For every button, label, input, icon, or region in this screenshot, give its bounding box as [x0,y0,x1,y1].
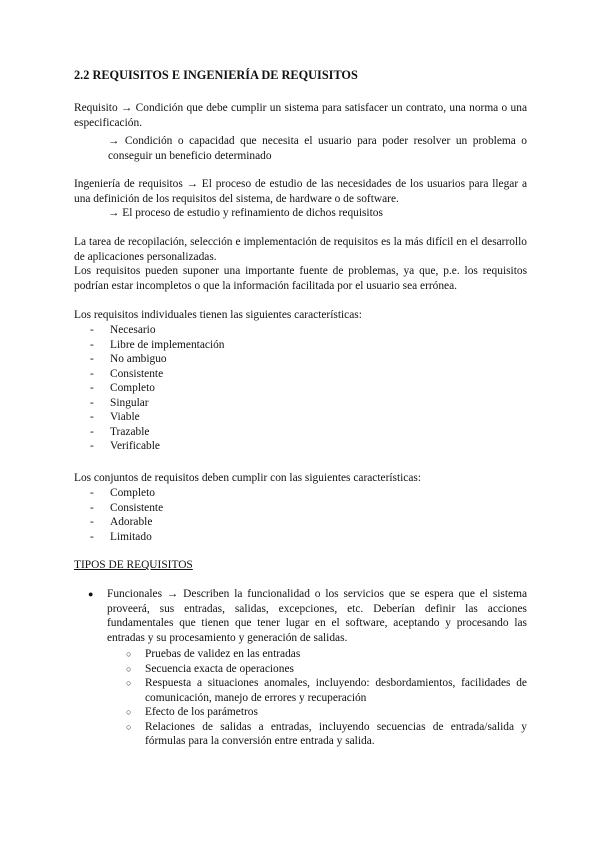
funcionales-bullet [88,587,527,645]
list-item: - Completo [74,381,527,396]
list-item: - Viable [74,410,527,425]
conjuntos-intro: Los conjuntos de requisitos deben cumplir con las siguientes características: [74,472,422,484]
list-item: - Limitado [74,530,527,545]
requisito-definition-2: → Condición o capacidad que necesita el usuario para poder resolver un problema o conseguir un beneficio determinado [108,135,527,162]
funcionales-sub-list [126,647,527,749]
list-item: - Adorable [74,515,527,530]
list-item: - Trazable [74,425,527,440]
list-item: - Libre de implementación [74,338,527,353]
list-item: - Completo [74,486,527,501]
section-heading: 2.2 REQUISITOS E INGENIERÍA DE REQUISITOS [74,68,358,82]
ingenieria-definition-2: → El proceso de estudio y refinamiento de dichos requisitos [108,207,383,219]
list-item: ○ Pruebas de validez en las entradas [126,647,527,662]
bullet-icon: ● [88,589,94,599]
list-item: - Necesario [74,323,527,338]
list-item: - Consistente [74,501,527,516]
list-item: - Verificable [74,439,527,454]
list-item: ○ Efecto de los parámetros [126,705,527,720]
requisito-definition-1: Requisito → Condición que debe cumplir un sistema para satisfacer un contrato, una norma o una especificación. [74,102,527,129]
individuales-intro: Los requisitos individuales tienen las siguientes características: [74,309,362,321]
list-item: - Singular [74,396,527,411]
list-item: - No ambiguo [74,352,527,367]
ingenieria-definition-1: Ingeniería de requisitos → El proceso de estudio de las necesidades de los usuarios para llegar a una definición de los requisitos del sistema, de hardware o de software. [74,178,527,205]
individuales-list [74,323,527,454]
paragraph-problemas: Los requisitos pueden suponer una importante fuente de problemas, ya que, p.e. los requisitos podrían estar incompletos o que la información facilitada por el usuario sea errónea. [74,265,527,292]
list-item: ○ Secuencia exacta de operaciones [126,662,527,677]
conjuntos-list [74,486,527,544]
list-item: - Consistente [74,367,527,382]
list-item: ○ Respuesta a situaciones anomales, incluyendo: desbordamientos, facilidades de comunicación, manejo de errores y recuperación [126,676,527,705]
list-item: ○ Relaciones de salidas a entradas, incluyendo secuencias de entrada/salida y fórmulas para la conversión entre entrada y salida. [126,720,527,749]
paragraph-recopilacion: La tarea de recopilación, selección e implementación de requisitos es la más difícil en el desarrollo de aplicaciones personalizadas. [74,236,527,263]
tipos-title: TIPOS DE REQUISITOS [74,559,193,571]
funcionales-text: Funcionales → Describen la funcionalidad o los servicios que se espera que el sistema proveerá, sus entradas, salidas, excepciones, etc. Deberían definir las acciones fundamentales que tienen que tener lugar en el software, aceptando y procesando las entradas y su procesamiento y generación de salidas. [107,588,527,644]
